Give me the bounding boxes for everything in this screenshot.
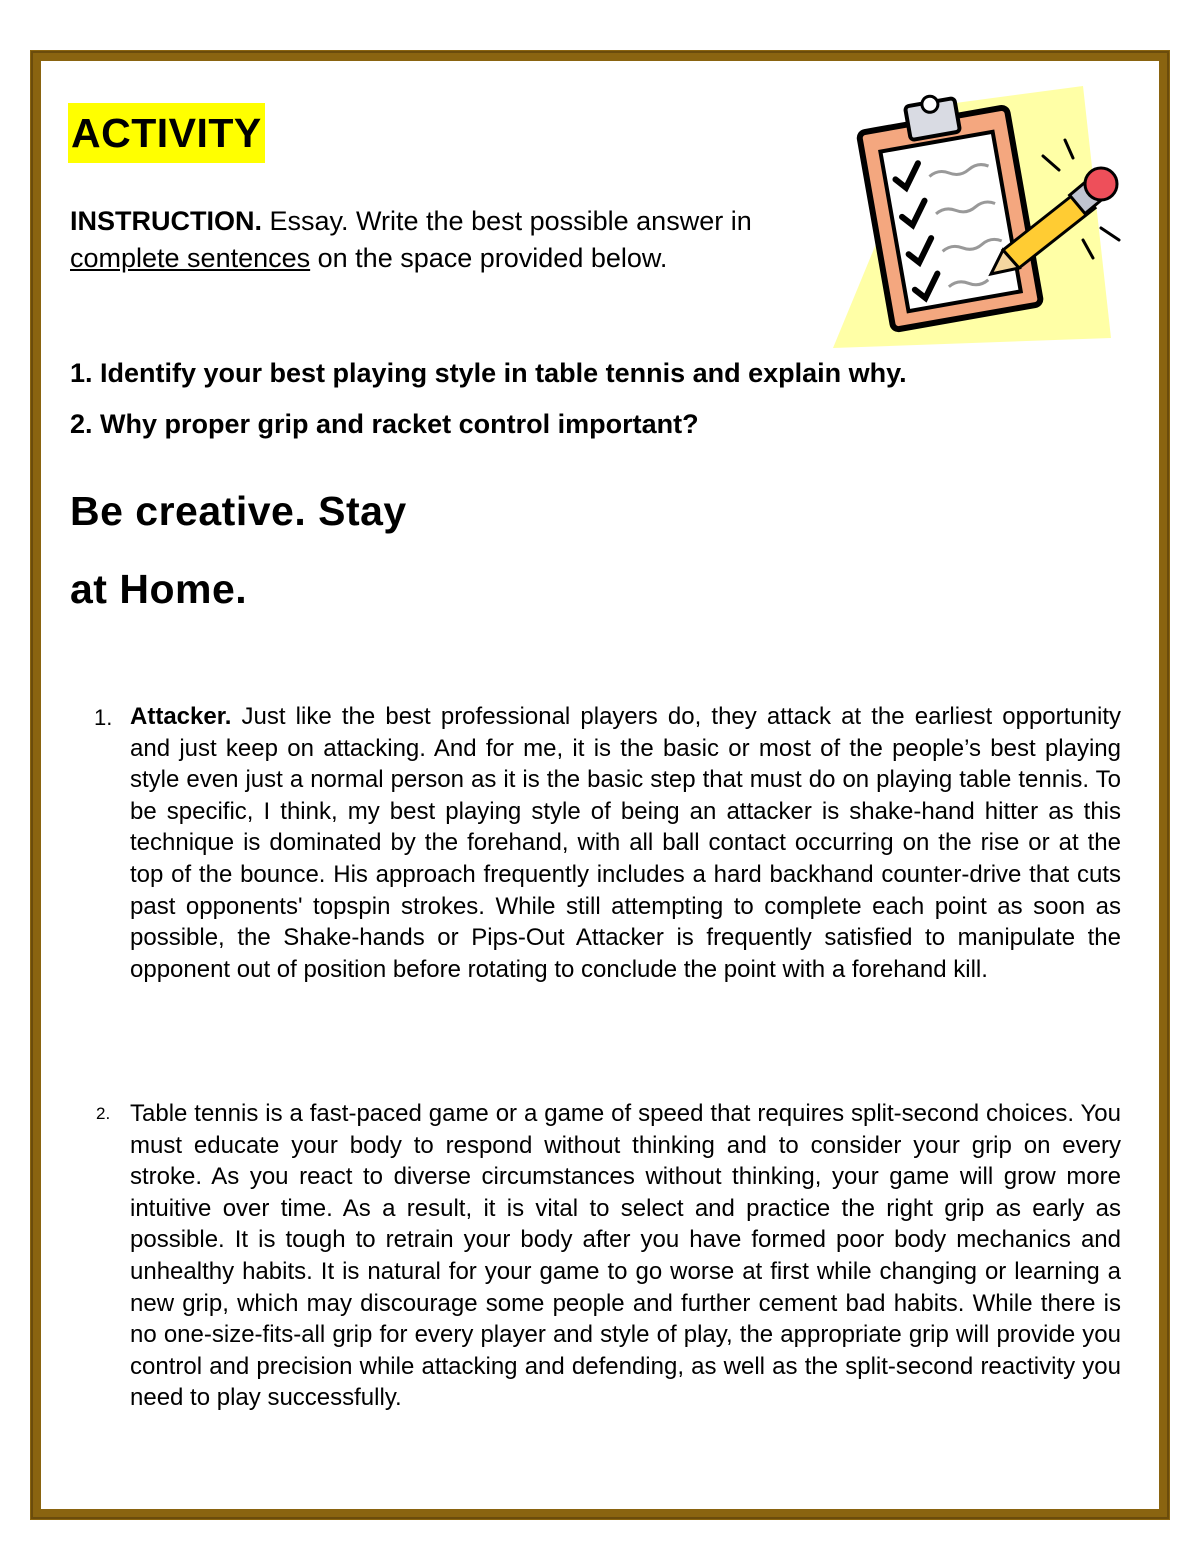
question-1: 1. Identify your best playing style in table tennis and explain why. [70,358,907,388]
answer-1 [130,701,1121,985]
answer-2 [130,1098,1121,1414]
instruction-underlined: complete sentences [70,243,311,273]
answer-1-lead: Attacker. [130,703,232,730]
answer-1-number: 1. [94,705,113,730]
activity-title: ACTIVITY [68,103,265,163]
answer-2-number: 2. [96,1104,111,1123]
clipboard-checklist-pencil-icon [833,78,1129,350]
instruction-text [70,203,810,277]
instruction-label: INSTRUCTION. [70,206,262,236]
answer-1-text: Just like the best professional players do, they attack at the earliest opportunity and just keep on attacking. And for me, it is the basic or most of the people’s best playing style even just a normal person as it is the basic step that must do on playing table tennis. To be specific, I think, my best playing style of being an attacker is shake-hand hitter as this technique is dominated by the forehand, with all ball contact occurring on the rise or at the top of the bounce. His approach frequently includes a hard backhand counter-drive that cuts past opponents' topspin strokes. While still attempting to complete each point as soon as possible, the Shake-hands or Pips-Out Attacker is frequently satisfied to manipulate the opponent out of position before rotating to conclude the point with a forehand kill. [130,703,1121,983]
instruction-body-b: on the space provided below. [310,243,668,273]
question-2: 2. Why proper grip and racket control important? [70,409,699,439]
answer-2-text: Table tennis is a fast-paced game or a game of speed that requires split-second choices. You must educate your body to respond without thinking and to consider your grip on every stroke. As you react to diverse circumstances without thinking, your game will grow more intuitive over time. As a result, it is vital to select and practice the right grip as early as possible. It is tough to retrain your body after you have formed poor body mechanics and unhealthy habits. It is natural for your game to go worse at first while changing or learning a new grip, which may discourage some people and further cement bad habits. While there is no one-size-fits-all grip for every player and style of play, the appropriate grip will provide you control and precision while attacking and defending, as well as the split-second reactivity you need to play successfully. [130,1100,1121,1412]
instruction-body-a: Essay. Write the best possible answer in [262,206,752,236]
slogan-line-1: Be creative. Stay [70,488,407,534]
slogan-line-2: at Home. [70,566,248,612]
